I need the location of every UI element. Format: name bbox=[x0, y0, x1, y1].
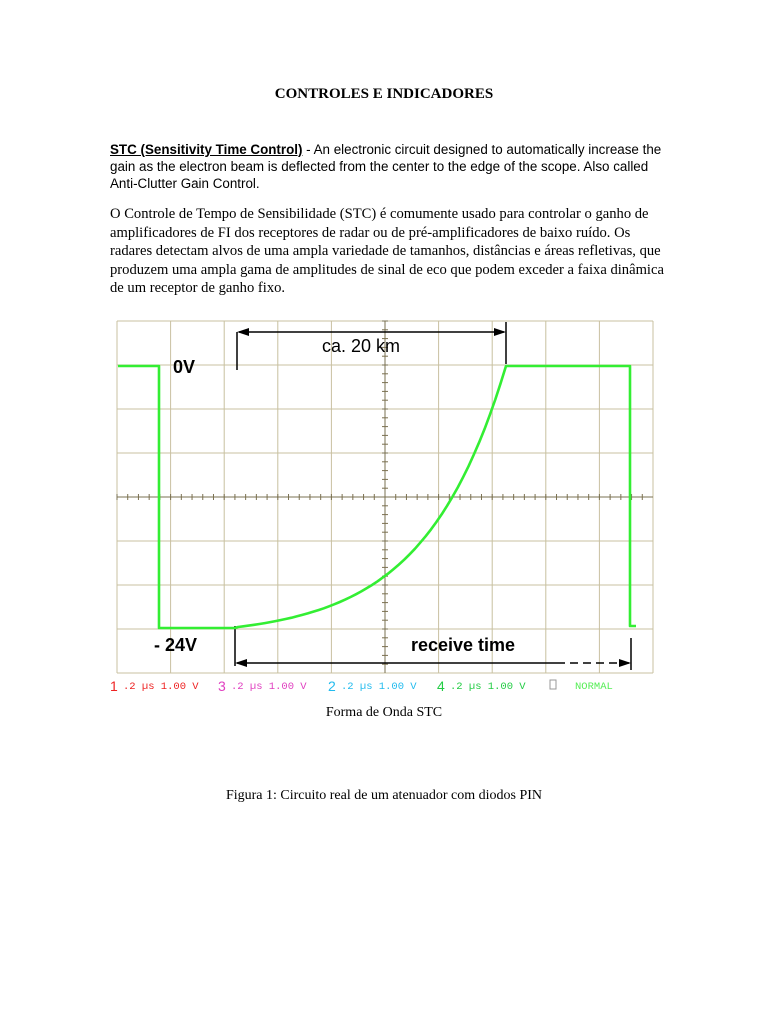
figure1-caption: Figura 1: Circuito real de um atenuador com diodos PIN bbox=[225, 788, 543, 803]
channel-2-setting: .2 µs 1.00 V bbox=[341, 681, 417, 693]
channel-3-number: 3 bbox=[218, 678, 226, 694]
mode-indicator: NORMAL bbox=[575, 681, 613, 693]
channel-1-setting: .2 µs 1.00 V bbox=[123, 681, 199, 693]
zero-volt-label: 0V bbox=[173, 357, 196, 377]
stc-portuguese-paragraph: O Controle de Tempo de Sensibilidade (STC) é comumente usado para controlar o ganho de amplificadores de FI dos receptores de radar ou de pré-amplificadores de baixo ruído. Os radares detectam alvos de uma ampla variedade de tamanhos, distâncias e áreas refletivas, que produzem uma ampla gama de amplitudes de sinal de eco que podem exceder a faixa dinâmica de um receptor de ganho fixo. bbox=[110, 206, 664, 296]
channel-4-number: 4 bbox=[437, 678, 445, 694]
trigger-icon bbox=[550, 680, 556, 689]
stc-term: STC (Sensitivity Time Control) bbox=[110, 142, 303, 157]
oscilloscope-grid bbox=[117, 321, 653, 673]
figure-caption: Forma de Onda STC bbox=[325, 705, 443, 720]
page-heading: CONTROLES E INDICADORES bbox=[274, 86, 494, 102]
stc-definition-paragraph bbox=[110, 141, 670, 192]
minus-24v-label: - 24V bbox=[154, 635, 198, 655]
channel-status-bar bbox=[110, 678, 613, 694]
receive-time-label: receive time bbox=[411, 635, 516, 655]
channel-3-setting: .2 µs 1.00 V bbox=[231, 681, 307, 693]
channel-4-setting: .2 µs 1.00 V bbox=[450, 681, 526, 693]
range-label: ca. 20 km bbox=[322, 336, 401, 356]
channel-1-number: 1 bbox=[110, 678, 118, 694]
channel-2-number: 2 bbox=[328, 678, 336, 694]
oscilloscope-figure bbox=[110, 318, 660, 698]
stc-definition-text: - An electronic circuit designed to automatically increase the gain as the electron beam is deflected from the center to the edge of the scope. Also called Anti-Clutter Gain Control. bbox=[110, 142, 662, 191]
